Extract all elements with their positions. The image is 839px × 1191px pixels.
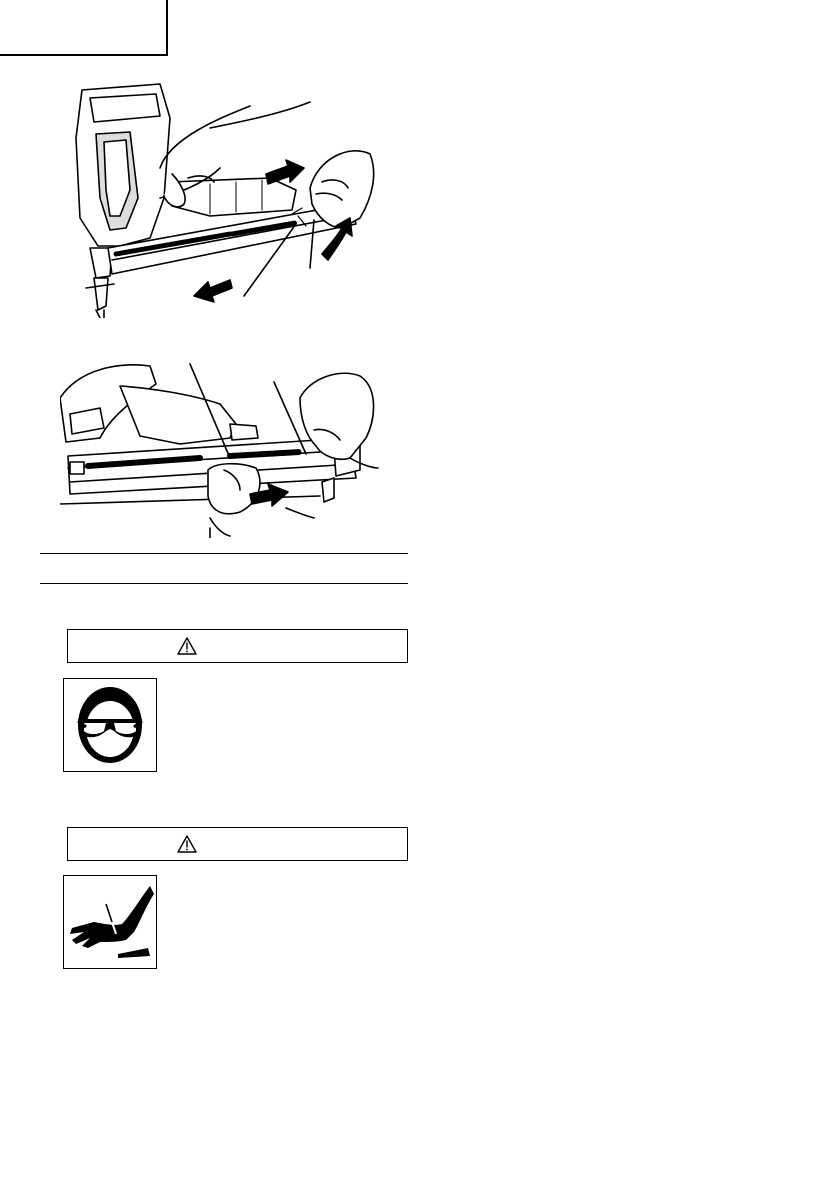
warning-banner-hand bbox=[67, 827, 408, 861]
page-number-tab bbox=[0, 0, 168, 56]
safety-goggles-icon bbox=[63, 678, 157, 772]
figure-nail-loading-bottom bbox=[60, 358, 390, 538]
hand-injury-icon bbox=[63, 875, 157, 969]
section-rule-top bbox=[40, 553, 408, 554]
section-rule-bottom bbox=[40, 583, 408, 584]
warning-triangle-icon bbox=[176, 834, 198, 854]
warning-triangle-icon bbox=[176, 636, 198, 656]
warning-banner-eye bbox=[67, 629, 408, 663]
figure-nail-loading-top bbox=[60, 78, 390, 318]
